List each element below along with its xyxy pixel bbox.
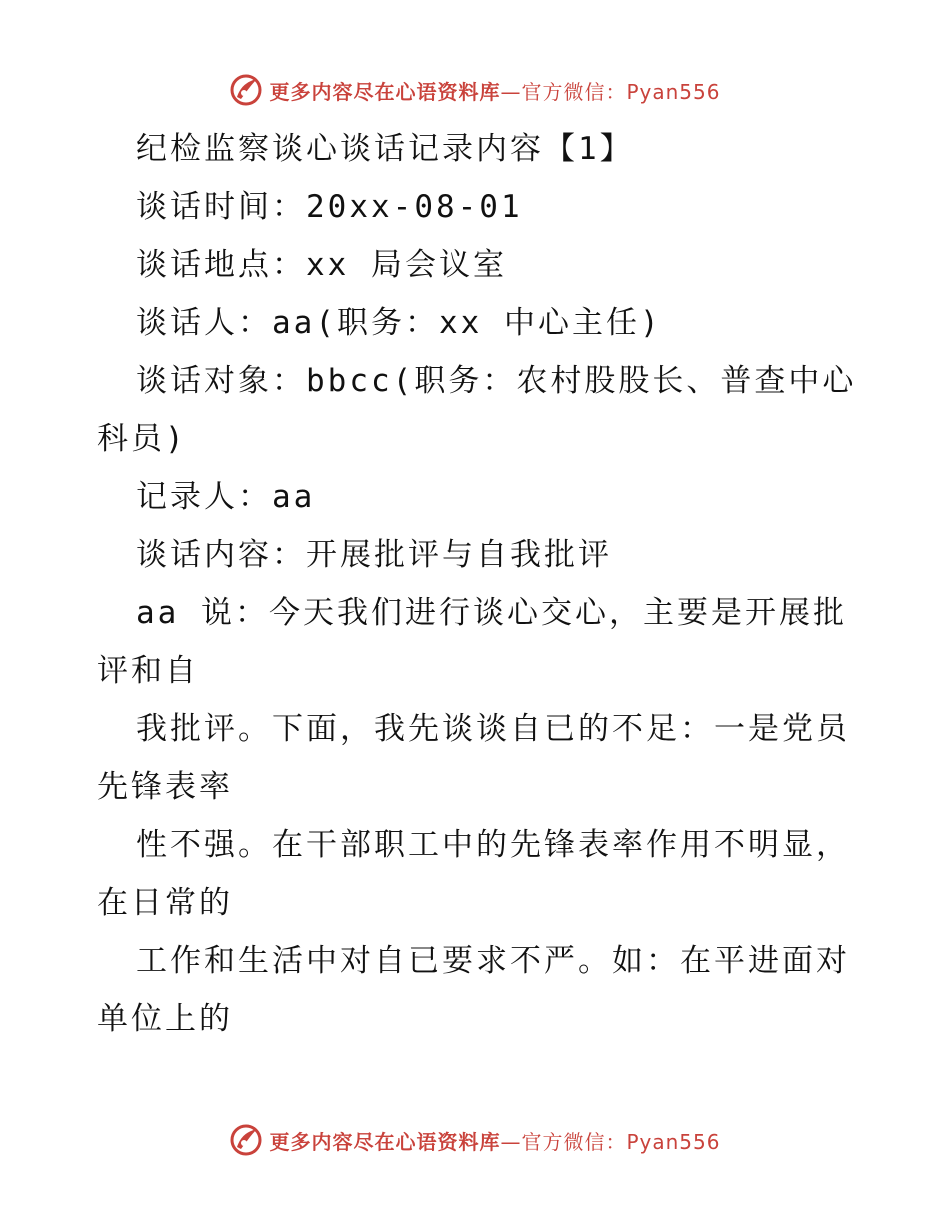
header-banner [0,70,950,110]
doc-line: 谈话地点：xx 局会议室 [136,247,507,283]
document-body [97,120,857,1048]
doc-line: 科员) [97,421,187,457]
doc-line: aa 说：今天我们进行谈心交心，主要是开展批 [136,595,847,631]
doc-line: 工作和生活中对自已要求不严。如：在平进面对 [136,943,850,979]
doc-line: 性不强。在干部职工中的先锋表率作用不明显， [136,827,850,863]
doc-line: 谈话对象：bbcc(职务：农村股股长、普查中心 [136,363,857,399]
footer-banner [0,1120,950,1160]
brand-logo-icon [229,1123,263,1157]
doc-line: 谈话时间：20xx-08-01 [136,189,523,225]
doc-line: 谈话人：aa(职务：xx 中心主任) [136,305,662,341]
doc-line: 先锋表率 [97,769,233,805]
doc-line: 在日常的 [97,885,233,921]
doc-line: 我批评。下面，我先谈谈自已的不足：一是党员 [136,711,850,747]
doc-line: 评和自 [97,653,199,689]
footer-banner-text: 更多内容尽在心语资料库—官方微信：Pyan556 [269,1129,721,1154]
doc-line: 纪检监察谈心谈话记录内容【1】 [136,131,634,167]
brand-logo-icon [229,73,263,107]
header-banner-text: 更多内容尽在心语资料库—官方微信：Pyan556 [269,79,721,104]
doc-line: 谈话内容：开展批评与自我批评 [136,537,612,573]
doc-line: 单位上的 [97,1001,233,1037]
doc-line: 记录人：aa [136,479,316,515]
